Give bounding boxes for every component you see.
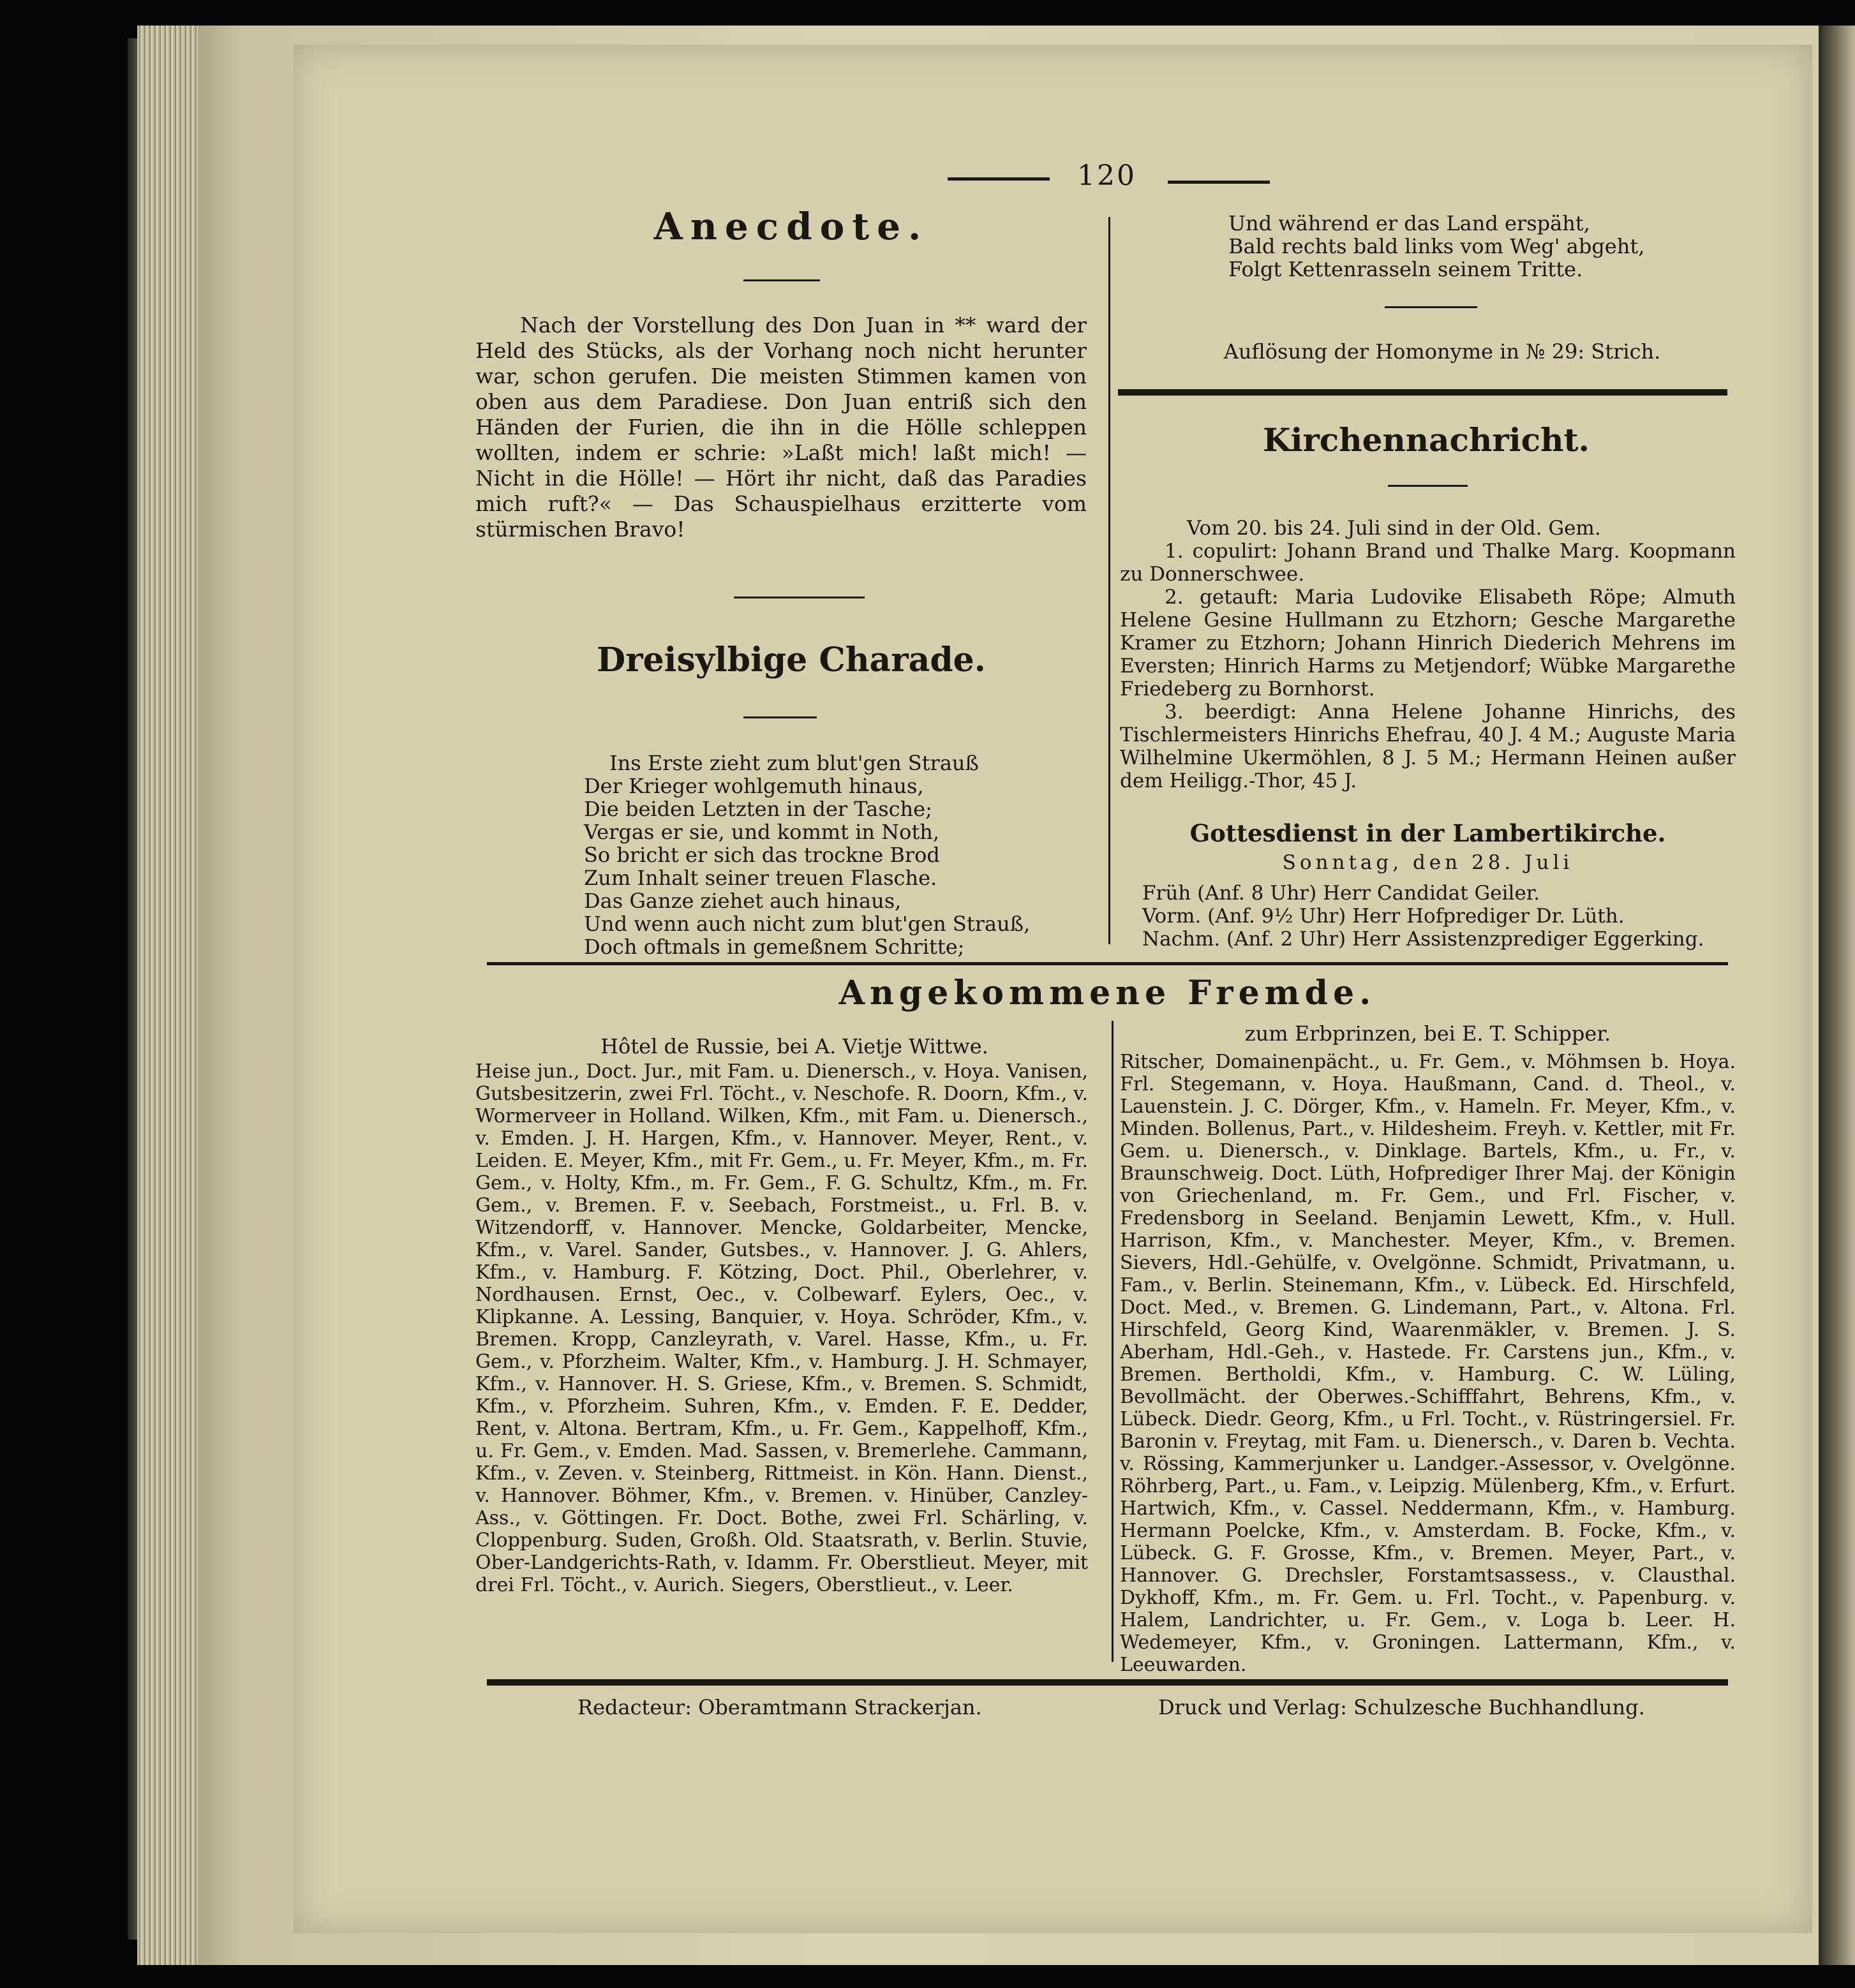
- church-top-rule: [1118, 389, 1727, 396]
- footer-editor: Redacteur: Oberamtmann Strackerjan.: [577, 1695, 982, 1719]
- charade-line-7: Das Ganze ziehet auch hinaus,: [584, 889, 902, 913]
- charade-line-2: Der Krieger wohlgemuth hinaus,: [584, 774, 924, 798]
- column-divider-top: [1108, 217, 1110, 944]
- service-list: [1142, 882, 1736, 951]
- service-title: Gottesdienst in der Lambertikirche.: [1189, 819, 1666, 847]
- erbprinzen-heading: zum Erbprinzen, bei E. T. Schipper.: [1244, 1021, 1611, 1046]
- charade-line-1: Ins Erste zieht zum blut'gen Strauß: [609, 751, 979, 775]
- hotel-russie-heading: Hôtel de Russie, bei A. Vietje Wittwe.: [600, 1034, 988, 1058]
- service-item: Früh (Anf. 8 Uhr) Herr Candidat Geiler.: [1142, 882, 1540, 905]
- church-baptized: 2. getauft: Maria Ludovike Elisabeth Röpe; Almuth Helene Gesine Hullmann zu Etzhorn; Gesche Margarethe Kramer zu Etzhorn; Johann Hinrich Diederich Mehrens im Eversten; Hinrich Harms zu Metjendorf; Wübke Margarethe Friedeberg zu Bornhorst.: [1120, 586, 1736, 701]
- page-number: 120: [1077, 159, 1136, 192]
- hotel-russie-text: Heise jun., Doct. Jur., mit Fam. u. Dienersch., v. Hoya. Vanisen, Gutsbesitzerin, zwei Frl. Töcht., v. Neschofe. R. Doorn, Kfm., v. Wormerveer in Holland. Wilken, Kfm., mit Fam. u. Dienersch., v. Emden. J. H. Hargen, Kfm., v. Hannover. Meyer, Rent., v. Leiden. E. Meyer, Kfm., mit Fr. Gem., u. Fr. Meyer, Kfm., m. Fr. Gem., v. Holty, Kfm., m. Fr. Gem., F. G. Schultz, Kfm., m. Fr. Gem., v. Bremen. F. v. Seebach, Forstmeist., u. Frl. B. v. Witzendorff, v. Hannover. Mencke, Goldarbeiter, Mencke, Kfm., v. Varel. Sander, Gutsbes., v. Hannover. J. G. Ahlers, Kfm., v. Hamburg. F. Kötzing, Doct. Phil., Oberlehrer, v. Nordhausen. Ernst, Oec., v. Colbewarf. Eylers, Oec., v. Klipkanne. A. Lessing, Banquier, v. Hoya. Schröder, Kfm., v. Bremen. Kropp, Canzleyrath, v. Varel. Hasse, Kfm., u. Fr. Gem., v. Pforzheim. Walter, Kfm., v. Hamburg. J. H. Schmayer, Kfm., v. Hannover. H. S. Griese, Kfm., v. Bremen. S. Schmidt, Kfm., v. Pforzheim. Suhren, Kfm., v. Emden. F. E. Dedder, Rent, v. Altona. Bertram, Kfm., u. Fr. Gem., Kappelhoff, Kfm., u. Fr. Gem., v. Emden. Mad. Sassen, v. Bremerlehe. Cammann, Kfm., v. Zeven. v. Steinberg, Rittmeist. in Kön. Hann. Dienst., v. Hannover. Böhmer, Kfm., v. Bremen. v. Hinüber, Canzley-Ass., v. Göttingen. Fr. Doct. Bothe, zwei Frl. Schärling, v. Cloppenburg. Suden, Großh. Old. Staatsrath, v. Berlin. Stuvie, Ober-Landgerichts-Rath, v. Idamm. Fr. Oberstlieut. Meyer, mit drei Frl. Töcht., v. Aurich. Siegers, Oberstlieut., v. Leer.: [475, 1060, 1088, 1596]
- church-body: [1120, 517, 1736, 792]
- hotel-russie-guests: [475, 1060, 1088, 1596]
- erbprinzen-guests: [1120, 1051, 1736, 1676]
- arrivals-top-rule: [487, 962, 1728, 965]
- service-date: Sonntag, den 28. Juli: [1282, 851, 1574, 874]
- facing-page-edge: [1819, 26, 1855, 1965]
- column-divider-bottom: [1112, 1021, 1114, 1662]
- charade-line-9: Doch oftmals in gemeßnem Schritte;: [584, 935, 965, 959]
- charade-line-8: Und wenn auch nicht zum blut'gen Strauß,: [584, 912, 1031, 936]
- charade-line-12: Folgt Kettenrasseln seinem Tritte.: [1228, 257, 1583, 281]
- pagenum-rule-right: [1168, 181, 1270, 184]
- church-title: Kirchennachricht.: [1263, 421, 1590, 459]
- page-edges: [137, 26, 198, 1965]
- anecdote-text: Nach der Vorstellung des Don Juan in ** ward der Held des Stücks, als der Vorhang noch nicht herunter war, schon gerufen. Die meisten Stimmen kamen von oben aus dem Paradiese. Don Juan entriß sich den Händen der Furien, die ihn in die Hölle schleppen wollten, indem er schrie: »Laßt mich! laßt mich! — Nicht in die Hölle! — Hört ihr nicht, daß das Paradies mich ruft?« — Das Schauspielhaus erzitterte vom stürmischen Bravo!: [475, 313, 1087, 542]
- church-rule: [1388, 485, 1468, 487]
- church-intro: Vom 20. bis 24. Juli sind in der Old. Gem.: [1187, 517, 1601, 540]
- homonym-solution: Auflösung der Homonyme in № 29: Strich.: [1223, 339, 1661, 364]
- erbprinzen-text: Ritscher, Domainenpächt., u. Fr. Gem., v. Möhmsen b. Hoya. Frl. Stegemann, v. Hoya. Haußmann, Cand. d. Theol., v. Lauenstein. J. C. Dörger, Kfm., v. Hameln. Fr. Meyer, Kfm., v. Minden. Bollenus, Part., v. Hildesheim. Freyh. v. Kettler, mit Fr. Gem. u. Dienersch., v. Dinklage. Bartels, Kfm., u. Fr., v. Braunschweig. Doct. Lüth, Hofprediger Ihrer Maj. der Königin von Griechenland, m. Fr. Gem., und Frl. Fischer, v. Fredensborg in Seeland. Benjamin Lewett, Kfm., v. Hull. Harrison, Kfm., v. Manchester. Meyer, Kfm., v. Bremen. Sievers, Hdl.-Gehülfe, v. Ovelgönne. Schmidt, Privatmann, u. Fam., v. Berlin. Steinemann, Kfm., v. Lübeck. Ed. Hirschfeld, Doct. Med., v. Bremen. G. Lindemann, Part., v. Altona. Frl. Hirschfeld, Georg Kind, Waarenmäkler, v. Bremen. J. S. Aberham, Hdl.-Geh., v. Hastede. Fr. Carstens jun., Kfm., v. Bremen. Bertholdi, Kfm., v. Hamburg. C. W. Lüling, Bevollmächt. der Oberwes.-Schifffahrt, Behrens, Kfm., v. Lübeck. Diedr. Georg, Kfm., u Frl. Tocht., v. Rüstringersiel. Fr. Baronin v. Freytag, mit Fam. u. Dienersch., v. Daren b. Vechta. v. Rössing, Kammerjunker u. Landger.-Assessor, v. Ovelgönne. Röhrberg, Part., u. Fam., v. Leipzig. Mülenberg, Kfm., v. Erfurt. Hartwich, Kfm., v. Cassel. Neddermann, Kfm., v. Hamburg. Hermann Poelcke, Kfm., v. Amsterdam. B. Focke, Kfm., v. Lübeck. G. F. Grosse, Kfm., v. Bremen. Meyer, Part., v. Hannover. G. Drechsler, Forstamtsassess., v. Clausthal. Dykhoff, Kfm., m. Fr. Gem. u. Frl. Tocht., v. Papenburg. v. Halem, Landrichter, u. Fr. Gem., v. Loga b. Leer. H. Wedemeyer, Kfm., v. Groningen. Lattermann, Kfm., v. Leeuwarden.: [1120, 1051, 1736, 1676]
- solution-rule: [1385, 306, 1477, 308]
- charade-rule: [743, 716, 817, 718]
- service-item: Nachm. (Anf. 2 Uhr) Herr Assistenzprediger Eggerking.: [1142, 928, 1704, 951]
- footer-rule: [487, 1679, 1728, 1686]
- arrivals-title: Angekommene Fremde.: [838, 974, 1376, 1013]
- charade-line-4: Vergas er sie, und kommt in Noth,: [584, 820, 940, 844]
- charade-line-10: Und während er das Land erspäht,: [1228, 211, 1590, 235]
- charade-line-11: Bald rechts bald links vom Weg' abgeht,: [1228, 234, 1645, 258]
- charade-line-6: Zum Inhalt seiner treuen Flasche.: [584, 866, 937, 890]
- service-item: Vorm. (Anf. 9½ Uhr) Herr Hofprediger Dr. Lüth.: [1142, 905, 1625, 928]
- anecdote-body: [475, 313, 1087, 542]
- charade-top-rule: [734, 597, 865, 598]
- church-buried: 3. beerdigt: Anna Helene Johanne Hinrichs, des Tischlermeisters Hinrichs Ehefrau, 40 J. 4 M.; Auguste Maria Wilhelmine Ukermöhlen, 8 J. 5 M.; Hermann Heinen außer dem Heiligg.-Thor, 45 J.: [1120, 701, 1736, 792]
- anecdote-rule: [743, 279, 820, 281]
- charade-title: Dreisylbige Charade.: [597, 641, 986, 679]
- charade-line-5: So bricht er sich das trockne Brod: [584, 843, 940, 867]
- church-copulated: 1. copulirt: Johann Brand und Thalke Marg. Koopmann zu Donnerschwee.: [1120, 540, 1736, 586]
- footer-publisher: Druck und Verlag: Schulzesche Buchhandlung.: [1158, 1695, 1645, 1719]
- pagenum-rule-left: [948, 177, 1050, 181]
- anecdote-title: Anecdote.: [653, 205, 929, 248]
- charade-line-3: Die beiden Letzten in der Tasche;: [584, 797, 932, 821]
